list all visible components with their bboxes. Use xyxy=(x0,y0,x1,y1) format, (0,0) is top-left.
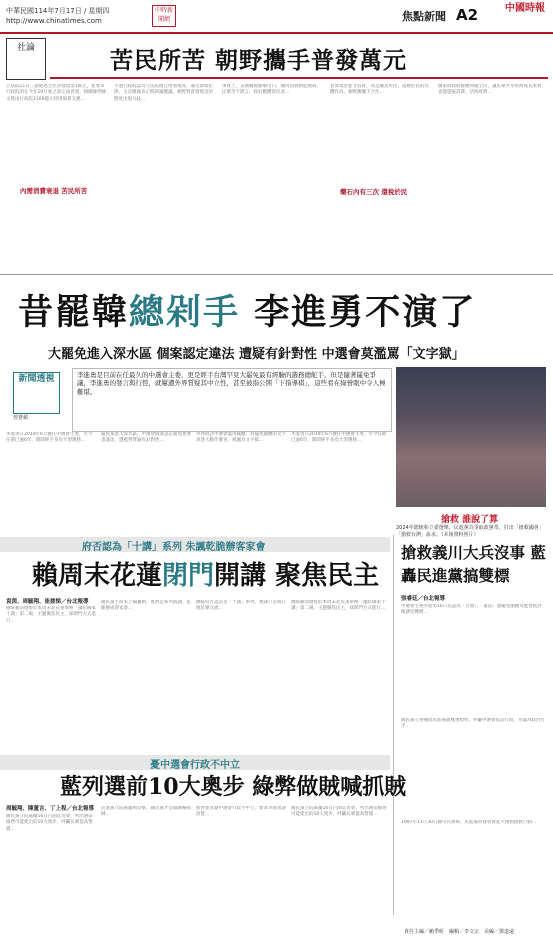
main-text-col1: 李進勇在2019年6月獲任中選會主委，至今任期已逾6年，期間經手多次大型選務… xyxy=(6,432,93,444)
editorial-headline: 苦民所苦 朝野攜手普發萬元 xyxy=(110,47,408,74)
main-text-col2: 罷免案進入深水區，中選會個案認定罷免連署書違法，遭藍營質疑有針對性… xyxy=(101,432,191,444)
editorial-text-col2: 不過行政院認為立法院擅自增加預算，違反財政紀律，主計總處表示將研議覆議，朝野對普發現金的態度出現分歧… xyxy=(114,84,213,102)
story4-text-col3: 藍營並質疑中選會行政不中立，要求李進勇說清楚… xyxy=(196,806,286,818)
main-lead: 李進勇是目前在任最久的中選會主委，更是經手台灣罕見大罷免最有經驗的選務總舵手，但是隨著罷免爭議，李進勇的發言與行徑，就屢遭外界質疑其中立性，甚至被指公開「下指導棋」，這些看在綠營眼中令人極難堪。 xyxy=(72,368,392,432)
photo-caption-title: 搶救 誰說了算 xyxy=(441,515,499,525)
editorial-text-col1: 立法院11日三讀通過全民普發現金1萬元，並要求行政院須在今年10月底之前完成普發，相關條例條文將由行政院2100億元特別預算支應… xyxy=(6,84,107,102)
story2-text-col2: 國民黨主席朱立倫諷刺，既然是系列演講，乾脆辦成客家會… xyxy=(101,600,191,612)
column-rule xyxy=(393,535,394,915)
story2-text-col1: 總統賴清德將於本周末赴花蓮舉辦「團結國家十講」第二場，主題聚焦民主，採閉門方式進行… xyxy=(6,606,96,624)
story4-text-col1: 國民黨立院黨團16日召開記者會，列出選前綠營可能使出的10大奧步，呼籲民眾提高警覺… xyxy=(6,814,93,832)
story2-text-col4: 總統賴清德將於本周末赴花蓮舉辦「團結國家十講」第二場，主題聚焦民主，採閉門方式進行… xyxy=(291,600,386,612)
protest-photo xyxy=(396,367,546,507)
story3-text-a: 中選會主委李進勇16日先認為「告發」、「違法」遭罷免團體及藍營批評後態度轉變… xyxy=(401,604,542,616)
story3-headline: 搶救義川大兵沒事 藍轟民進黨搞雙標 xyxy=(401,543,546,585)
main-headline: 昔罷韓總剁手 李進勇不演了 xyxy=(18,292,477,333)
editorial-text-col3: 事實上，美國關稅衝擊出口，國內消費動能疲弱，民眾苦不堪言，政府應體察民意… xyxy=(222,84,321,96)
red-divider xyxy=(50,77,548,79)
footer-credits: 責任主編／賴季昕 編輯／李文宗 美編／鄧道遠 xyxy=(404,929,515,935)
main-author: 曾薏蘋 xyxy=(13,415,29,421)
small-logo: 中時新聞網 xyxy=(152,5,176,27)
main-deck: 大罷免進入深水區 個案認定違法 遭疑有針對性 中選會莫濫罵「文字獄」 xyxy=(48,347,465,362)
editorial-column-label: 社論 xyxy=(6,38,46,80)
story4-text-col2: 民進黨立院黨團則反擊，國民黨才是做賊喊抓賊… xyxy=(101,806,191,818)
issue-date: 中華民國114年7月17日 / 星期四 xyxy=(6,7,110,15)
editorial-subhead-1: 內需消費衰退 苦民所苦 xyxy=(20,187,88,195)
masthead xyxy=(0,0,553,34)
story3-text-c: 1997年11月30日縣市長選舉，民進黨同樣曾發起大規模搶救行動… xyxy=(401,820,537,825)
editorial-text-col5: 國家財政結餘應回饋全民，讓民眾共享經濟成長果實，也能提振消費、活絡經濟… xyxy=(438,84,546,96)
editorial-subhead-3: 藥石內有三次 還稅於民 xyxy=(340,188,408,196)
website-url[interactable]: http://www.chinatimes.com xyxy=(6,17,102,25)
story2-headline: 賴周末花蓮閉門開講 聚焦民主 xyxy=(32,561,380,591)
story4-byline: 周毓翔、陳董言、丁上程／台北報導 xyxy=(6,806,95,812)
story2-text-col3: 總統府否認這是「十講」系列，強調只是與在地民眾交流… xyxy=(196,600,286,612)
story4-band-text: 憂中選會行政不中立 xyxy=(150,760,240,771)
story4-text-col4: 國民黨立院黨團16日召開記者會，列出選前綠營可能使出的10大奧步，呼籲民眾提高警覺… xyxy=(291,806,387,818)
section-divider xyxy=(0,274,553,275)
story3-text-b: 國民黨立委痛批民進黨搞雙重標準，呼籲中選會依法行政，勿淪為政治打手… xyxy=(401,718,545,730)
story4-headline: 藍列選前10大奧步 綠弊做賊喊抓賊 xyxy=(60,774,407,800)
news-analysis-badge: 新聞透視 xyxy=(13,372,60,414)
main-text-col3: 外界批評中選會濫用職權，對罷免團體的文字表述大動作審查，被諷為文字獄… xyxy=(196,432,286,444)
story3-byline: 張睿廷／台北報導 xyxy=(401,596,446,602)
page-number: A2 xyxy=(456,6,479,24)
photo-caption: 2024年總統和立委選舉，民進黨為爭取政黨票，打出「搶救國會」「搶救台灣」訴求。（本報資料照片） xyxy=(396,525,544,538)
story2-band-text: 府否認為「十講」系列 朱諷乾脆辦客家會 xyxy=(82,542,266,553)
story2-byline: 袁茵、周毓翔、崔慈悌／台北報導 xyxy=(6,599,89,605)
section-title: 焦點新聞 xyxy=(402,10,446,23)
editorial-text-col4: 普發現金並非浪費，而是藏富於民、還稅於民的具體作為，朝野應攜手合作… xyxy=(330,84,429,96)
main-text-col4: 李進勇在2019年6月獲任中選會主委，至今任期已逾6年，期間經手多次大型選務… xyxy=(291,432,387,444)
brand-logo: 中國時報 xyxy=(505,3,545,14)
